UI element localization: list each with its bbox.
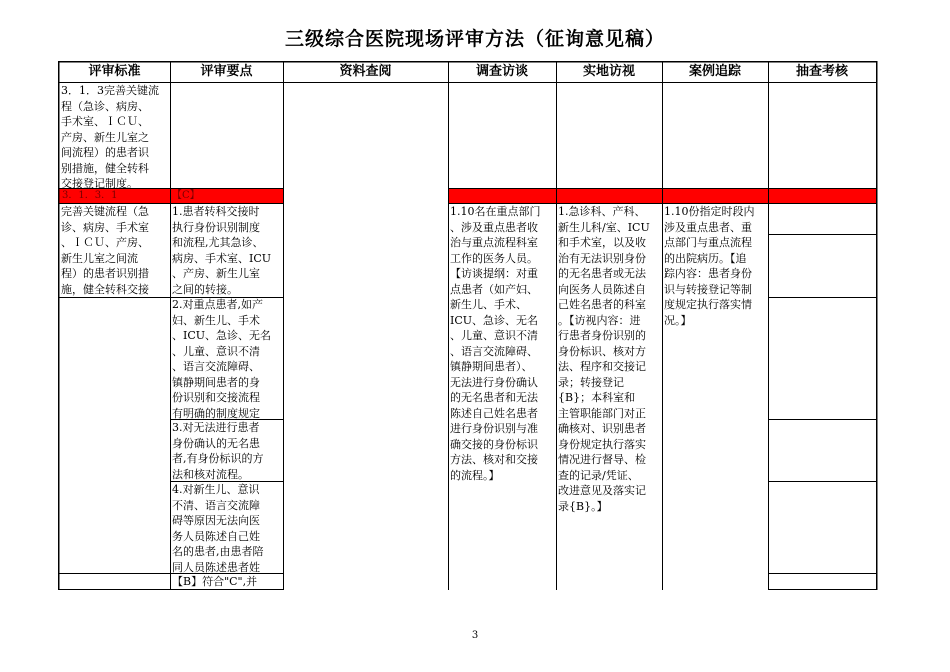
header-interview: 调查访谈 xyxy=(475,64,528,79)
point-cell-1: 1.患者转科交接时 执行身份识别制度 和流程,尤其急诊、 病房、手术室、ICU 、产房、新生儿室 之间的转接。 xyxy=(172,205,272,296)
interview-cell: 1.10名在重点部门 、涉及重点患者收 治与重点流程科室 工作的医务人员。 【访谈提纲：对重 点患者（如产妇、 新生儿、手术、 ICU、急诊、无名 、儿童、意识不清 、语言交流障碍、 镇静期间患者）、 无法进行身份确认 的无名患者和无法 陈述自己姓名患者 进行身份识别与准 确交接的身份标识 方法、核对和交接 的流程。】 xyxy=(450,205,541,482)
red-band-interview xyxy=(448,189,876,203)
standard-cell: 3．1．3完善关键流 程（急诊、病房、 手术室、ＩＣＵ、 产房、新生儿室之 间流程）的患者识 别措施，健全转科 交接登记制度。 xyxy=(61,84,159,189)
site-visit-cell: 1.急诊科、产科、 新生儿科/室、ICU 和手术室，以及收 治有无法识别身份 的无名患者或无法 向医务人员陈述自 己姓名患者的科室 。【访视内容：进 行患者身份识别的 身份标识、核对方 法、程序和交接记 录；转接登记 {B}；本科室和 主管职能部门对正 确核对、识别患者 身份规定执行落实 情况进行督导、检 查的记录/凭证、 改进意见及落实记 录{B}。】 xyxy=(558,205,650,513)
point-cell-2: 2.对重点患者,如产 妇、新生儿、手术 、ICU、急诊、无名 、儿童、意识不清 、语言交流障碍、 镇静期间患者的身 份识别和交接流程 有明确的制度规定 xyxy=(172,298,272,419)
point-cell-3: 3.对无法进行患者 身份确认的无名患 者,有身份标识的方 法和核对流程。 xyxy=(172,421,264,481)
case-tracking-cell: 1.10份指定时段内 涉及重点患者、重 点部门与重点流程 的出院病历。【追 踪内容：患者身份 识与转接登记等制 度规定执行落实情 况。】 xyxy=(664,205,755,327)
red-band-grade: 【C】 xyxy=(172,190,200,201)
header-standard: 评审标准 xyxy=(88,64,141,79)
page-number: 3 xyxy=(471,630,479,641)
header-case-tracking: 案例追踪 xyxy=(688,64,741,79)
point-cell-4: 4.对新生儿、意识 不清、语言交流障 碍等原因无法向医 务人员陈述自己姓 名的患者,由患者陪 同人员陈述患者姓 xyxy=(172,483,264,574)
header-documents: 资料查阅 xyxy=(339,64,392,79)
page-title: 三级综合医院现场评审方法（征询意见稿） xyxy=(284,28,665,50)
header-spot-check: 抽查考核 xyxy=(795,64,848,79)
header-site-visit: 实地访视 xyxy=(582,64,635,79)
red-band-label: 3．1．3．1 xyxy=(62,190,118,201)
point-cell-5: 【B】符合"C",并 xyxy=(172,575,258,588)
header-points: 评审要点 xyxy=(200,64,253,79)
criterion-cell: 完善关键流程（急 诊、病房、手术室 、ＩＣＵ、产房、 新生儿室之间流 程）的患者识别措 施，健全转科交接 xyxy=(61,205,149,296)
